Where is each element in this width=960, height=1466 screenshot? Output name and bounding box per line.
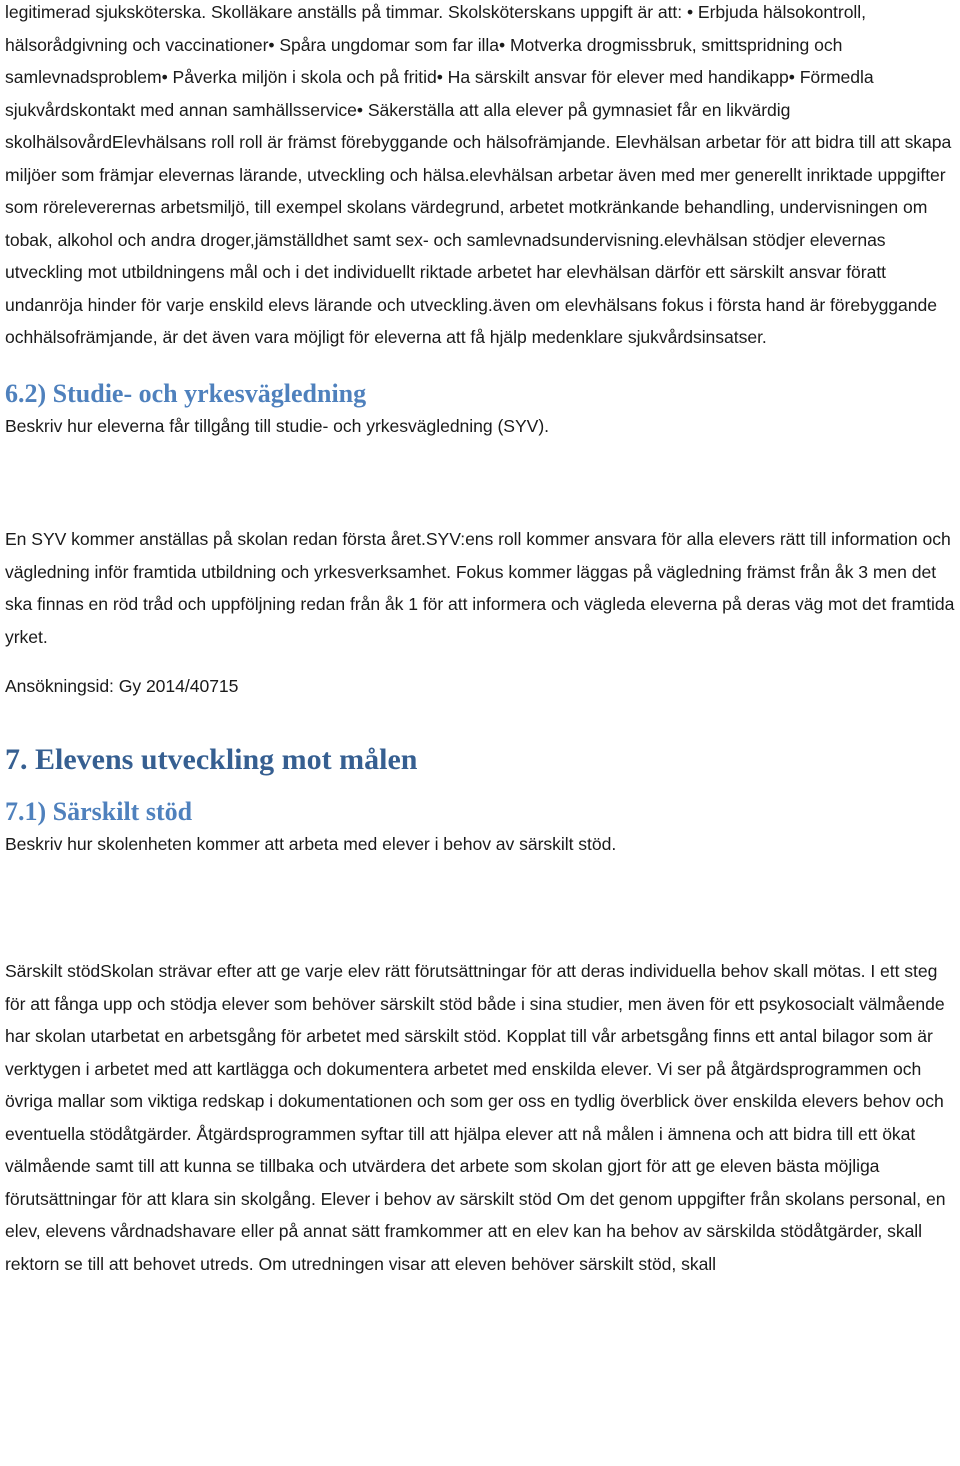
health-section-body: legitimerad sjuksköterska. Skolläkare anställs på timmar. Skolsköterskans uppgift är att: • Erbjuda hälsokontroll, hälsorådgivning och vaccinationer• Spåra ungdomar som far illa• Motverka drogmissbruk, smittspridning och samlevnadsproblem• Påverka miljön i skola och på fritid• Ha särskilt ansvar för elever med handikapp• Förmedla sjukvårdskontakt med annan samhällsservice• Säkerställa att alla elever på gymnasiet får en likvärdig skolhälsovårdElevhälsans roll roll är främst förebyggande och hälsofrämjande. Elevhälsan arbetar för att bidra till att skapa miljöer som främjar elevernas lärande, utveckling och hälsa.elevhälsan arbetar även med mer generellt inriktade uppgifter som röreleverernas arbetsmiljö, till exempel skolans värdegrund, arbetet motkränkande behandling, undervisningen om tobak, alkohol och andra droger,jämställdhet samt sex- och samlevnadsundervisning.elevhälsan stödjer elevernas utveckling mot utbildningens mål och i det individuellt riktade arbetet har elevhälsan därför ett särskilt ansvar föratt undanröja hinder för varje enskild elevs lärande och utveckling.även om elevhälsans fokus i första hand är förebyggande ochhälsofrämjande, är det även vara möjligt för eleverna att få hjälp medenklare sjukvårdsinsatser. (5, 2, 952, 347)
document-page (5, 0, 957, 1280)
section-7-heading: 7. Elevens utveckling mot målen (5, 742, 418, 776)
section-7-1-prompt: Beskriv hur skolenheten kommer att arbeta med elever i behov av särskilt stöd. (5, 833, 617, 854)
section-7-1-answer: Särskilt stödSkolan strävar efter att ge varje elev rätt förutsättningar för att deras individuella behov skall mötas. I ett steg för att fånga upp och stödja elever som behöver särskilt stöd både i sina studier, men även för ett psykosocialt välmående har skolan utarbetat en arbetsgång för arbetet med särskilt stöd. Kopplat till vår arbetsgång finns ett antal bilagor som är verktygen i arbetet med att kartlägga och dokumentera arbetet med enskilda elever. Vi ser på åtgärdsprogrammen och övriga mallar som viktiga redskap i dokumentationen och som ger oss en tydlig överblick över enskilda elevers behov och eventuella stödåtgärder. Åtgärdsprogrammen syftar till att hjälpa elever att nå målen i ämnena och att bidra till ett ökat välmående samt till att kunna se tillbaka och utvärdera det arbete som skolan gjort för att ge eleven bästa möjliga förutsättningar för att klara sin skolgång. Elever i behov av särskilt stöd Om det genom uppgifter från skolans personal, en elev, elevens vårdnadshavare eller på annat sätt framkommer att en elev kan ha behov av särskilda stödåtgärder, skall rektorn se till att behovet utreds. Om utredningen visar att eleven behöver särskilt stöd, skall (5, 961, 946, 1274)
application-id: Ansökningsid: Gy 2014/40715 (5, 676, 239, 696)
section-6-2-answer: En SYV kommer anställas på skolan redan första året.SYV:ens roll kommer ansvara för alla elevers rätt till information och vägledning inför framtida utbildning och yrkesverksamhet. Fokus kommer läggas på vägledning främst från åk 3 men det ska finnas en röd tråd och uppföljning redan från åk 1 för att informera och vägleda eleverna på deras väg mot det framtida yrket. (5, 529, 955, 647)
section-6-2-prompt: Beskriv hur eleverna får tillgång till studie- och yrkesvägledning (SYV). (5, 415, 549, 436)
section-6-2-heading: 6.2) Studie- och yrkesvägledning (5, 378, 367, 408)
section-7-1-heading: 7.1) Särskilt stöd (5, 796, 193, 826)
